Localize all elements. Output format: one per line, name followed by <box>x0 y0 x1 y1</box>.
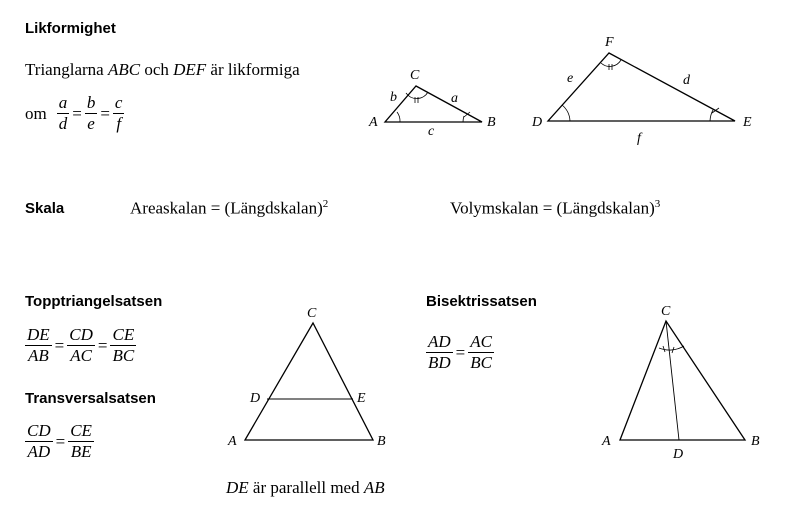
volume-scale-formula <box>450 198 660 219</box>
fraction-ce-bc <box>110 326 136 365</box>
angle-e-arc <box>710 110 713 121</box>
equals-sign: = <box>55 431 66 451</box>
side-c-label: c <box>428 124 435 139</box>
fraction-numerator: c <box>114 93 123 112</box>
fraction-numerator: a <box>58 93 68 112</box>
vertex-e-label: E <box>743 115 752 130</box>
bisektris-equation <box>426 333 494 372</box>
vertex-d-label: D <box>532 115 543 130</box>
likformighet-heading: Likformighet <box>25 20 116 37</box>
triangle-def-name: DEF <box>173 60 207 79</box>
vertex-e-label: E <box>357 391 366 406</box>
vertex-a-label: A <box>228 434 237 449</box>
volume-scale-text: Volymskalan = (Längdskalan) <box>450 198 655 218</box>
fraction-denominator: AC <box>70 346 92 365</box>
statement-och: och <box>140 60 174 79</box>
vertex-d-label: D <box>250 391 261 406</box>
fraction-denominator: BD <box>428 353 451 372</box>
vertex-c-label: C <box>661 304 671 319</box>
bisector-triangle-shape <box>620 321 745 440</box>
fraction-denominator: d <box>58 114 68 133</box>
parallel-statement <box>226 478 385 498</box>
bisektris-heading: Bisektrissatsen <box>426 293 537 310</box>
bisector-line-cd <box>666 321 679 440</box>
equals-sign: = <box>455 342 466 362</box>
fraction-cd-ad <box>25 422 53 461</box>
equals-sign: = <box>72 103 82 123</box>
triangle-def-shape <box>548 53 735 121</box>
fraction-c-f <box>113 94 125 133</box>
side-a-label: a <box>451 91 458 106</box>
area-scale-exponent: 2 <box>322 198 329 210</box>
fraction-denominator: AD <box>27 442 51 461</box>
side-f-label: f <box>637 131 641 145</box>
vertex-a-label: A <box>602 434 611 449</box>
fraction-denominator: BE <box>70 442 92 461</box>
fraction-a-d <box>57 94 70 133</box>
vertex-c-label: C <box>307 306 317 321</box>
vertex-b-label: B <box>487 115 496 130</box>
side-b-label: b <box>390 90 397 105</box>
side-e-label: e <box>567 71 574 86</box>
fraction-numerator: AD <box>428 332 451 351</box>
segment-de: DE <box>226 478 249 497</box>
likformighet-statement <box>25 60 300 80</box>
topptriangel-equation <box>25 326 136 365</box>
vertex-c-label: C <box>410 68 420 83</box>
volume-scale-exponent: 3 <box>654 198 661 210</box>
om-label: om <box>25 103 47 123</box>
fraction-denominator: e <box>87 114 95 133</box>
fraction-denominator: f <box>116 114 122 133</box>
fraction-numerator: CE <box>70 421 92 440</box>
vertex-b-label: B <box>751 434 760 449</box>
fraction-de-ab <box>25 326 52 365</box>
fraction-numerator: b <box>86 93 96 112</box>
fraction-numerator: CD <box>27 421 51 440</box>
top-triangle-shape <box>245 323 373 440</box>
skala-heading: Skala <box>25 200 65 217</box>
transversal-equation <box>25 422 94 461</box>
segment-ab: AB <box>363 478 385 497</box>
parallel-text: är parallell med <box>248 478 364 497</box>
fraction-numerator: AC <box>470 332 492 351</box>
vertex-a-label: A <box>369 115 378 130</box>
area-scale-formula <box>130 198 328 219</box>
angle-d-arc <box>562 105 570 121</box>
statement-prefix: Trianglarna <box>25 60 108 79</box>
fraction-numerator: CE <box>112 325 135 344</box>
similarity-equation <box>25 94 124 133</box>
fraction-denominator: BC <box>112 346 135 365</box>
fraction-numerator: DE <box>27 325 50 344</box>
triangle-abc-diagram <box>360 60 510 140</box>
equals-sign: = <box>97 335 108 355</box>
angle-b-arc <box>463 116 464 122</box>
side-d-label: d <box>683 73 690 88</box>
fraction-denominator: BC <box>470 353 492 372</box>
fraction-ce-be <box>68 422 94 461</box>
transversal-heading: Transversalsatsen <box>25 390 156 407</box>
equals-sign: = <box>100 103 110 123</box>
triangle-def-diagram <box>525 30 765 145</box>
vertex-f-label: F <box>605 35 614 50</box>
fraction-b-e <box>85 94 98 133</box>
angle-a-arc <box>397 112 400 122</box>
point-d-label: D <box>673 447 684 462</box>
area-scale-text: Areaskalan = (Längdskalan) <box>130 198 323 218</box>
angle-c-bisect-arc <box>659 346 684 350</box>
topptriangel-heading: Topptriangelsatsen <box>25 293 163 310</box>
topptriangel-diagram <box>220 300 400 455</box>
triangle-abc-name: ABC <box>107 60 141 79</box>
angle-f-arc <box>601 60 621 66</box>
equals-sign: = <box>54 335 65 355</box>
bisektris-diagram <box>590 298 780 468</box>
vertex-b-label: B <box>377 434 386 449</box>
fraction-denominator: AB <box>27 346 49 365</box>
fraction-cd-ac <box>67 326 95 365</box>
statement-suffix: är likformiga <box>206 60 300 79</box>
fraction-numerator: CD <box>69 325 93 344</box>
fraction-ac-bc <box>468 333 494 372</box>
fraction-ad-bd <box>426 333 453 372</box>
